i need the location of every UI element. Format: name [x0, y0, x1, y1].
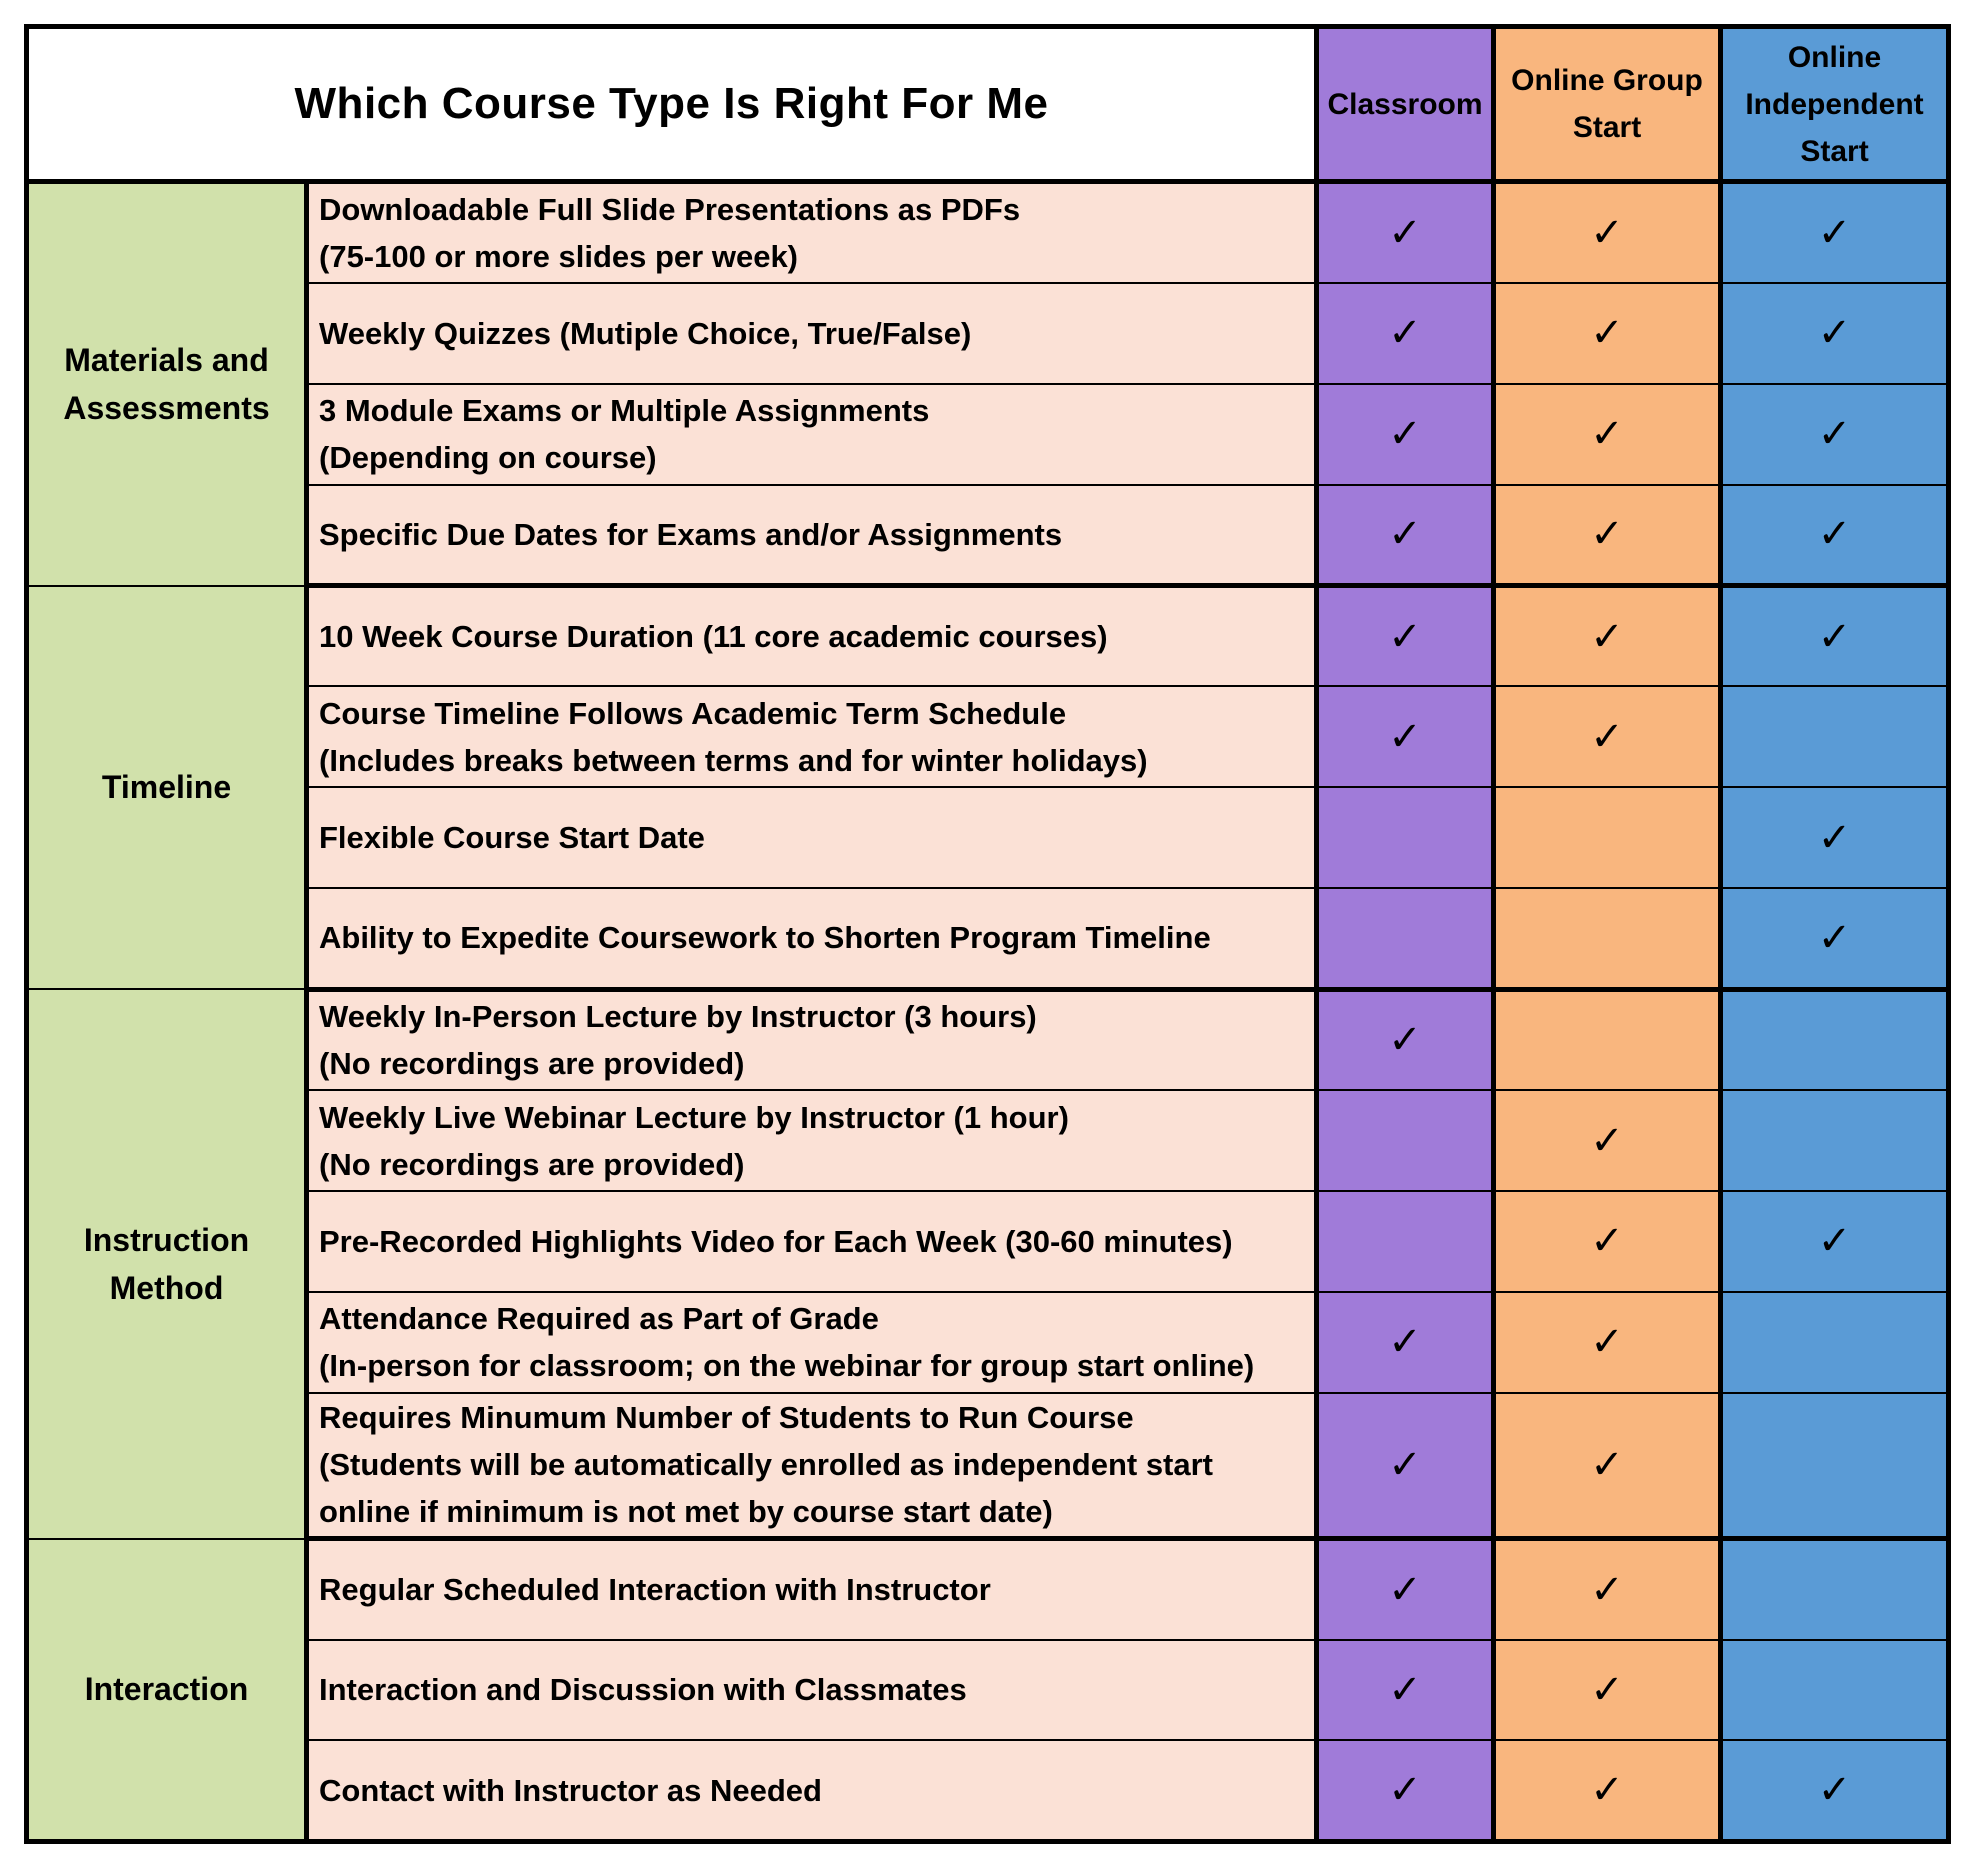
feature-label: Contact with Instructor as Needed [307, 1740, 1317, 1841]
checkmark-icon: ✓ [1590, 1767, 1624, 1814]
cell-online-independent-start [1721, 1740, 1949, 1841]
checkmark-icon: ✓ [1817, 814, 1852, 861]
feature-label: Specific Due Dates for Exams and/or Assignments [307, 485, 1317, 586]
table-row [27, 989, 1949, 1090]
checkmark-icon: ✓ [1590, 613, 1624, 660]
feature-label: Regular Scheduled Interaction with Instructor [307, 1539, 1317, 1640]
cell-classroom [1317, 485, 1494, 586]
cell-online-independent-start [1721, 989, 1949, 1090]
category-label: Timeline [27, 586, 307, 990]
cell-online-group-start [1494, 1539, 1721, 1640]
table-row [27, 686, 1949, 787]
cell-online-group-start [1494, 989, 1721, 1090]
category-label: Materials and Assessments [27, 182, 307, 586]
cell-online-group-start [1494, 1191, 1721, 1292]
cell-online-group-start [1494, 1090, 1721, 1191]
checkmark-icon: ✓ [1388, 1666, 1422, 1713]
checkmark-icon: ✓ [1388, 411, 1422, 458]
cell-online-independent-start [1721, 283, 1949, 384]
cell-classroom [1317, 1539, 1494, 1640]
column-header-classroom: Classroom [1317, 27, 1494, 182]
table-row [27, 1640, 1949, 1741]
header-row [27, 27, 1949, 182]
table-row [27, 1393, 1949, 1539]
cell-online-group-start [1494, 1640, 1721, 1741]
column-header-online-independent-start: Online Independent Start [1721, 27, 1949, 182]
checkmark-icon: ✓ [1817, 511, 1852, 558]
table-row [27, 787, 1949, 888]
checkmark-icon: ✓ [1388, 613, 1422, 660]
cell-online-group-start [1494, 1740, 1721, 1841]
cell-classroom [1317, 384, 1494, 485]
feature-label: 3 Module Exams or Multiple Assignments (Depending on course) [307, 384, 1317, 485]
cell-classroom [1317, 1191, 1494, 1292]
feature-label: Downloadable Full Slide Presentations as PDFs (75-100 or more slides per week) [307, 182, 1317, 283]
cell-classroom [1317, 586, 1494, 687]
cell-classroom [1317, 686, 1494, 787]
cell-online-independent-start [1721, 182, 1949, 283]
cell-online-group-start [1494, 485, 1721, 586]
checkmark-icon: ✓ [1590, 210, 1624, 257]
feature-label: Pre-Recorded Highlights Video for Each Week (30-60 minutes) [307, 1191, 1317, 1292]
checkmark-icon: ✓ [1388, 1767, 1422, 1814]
checkmark-icon: ✓ [1388, 713, 1422, 760]
table-row [27, 1539, 1949, 1640]
feature-label: Course Timeline Follows Academic Term Schedule (Includes breaks between terms and for winter holidays) [307, 686, 1317, 787]
cell-classroom [1317, 182, 1494, 283]
checkmark-icon: ✓ [1817, 210, 1852, 257]
cell-classroom [1317, 1740, 1494, 1841]
checkmark-icon: ✓ [1388, 1441, 1422, 1488]
cell-online-independent-start [1721, 686, 1949, 787]
cell-classroom [1317, 888, 1494, 989]
checkmark-icon: ✓ [1388, 310, 1422, 357]
cell-online-independent-start [1721, 1393, 1949, 1539]
feature-label: 10 Week Course Duration (11 core academic courses) [307, 586, 1317, 687]
cell-online-group-start [1494, 686, 1721, 787]
cell-online-independent-start [1721, 485, 1949, 586]
checkmark-icon: ✓ [1388, 511, 1422, 558]
table-title: Which Course Type Is Right For Me [27, 27, 1317, 182]
checkmark-icon: ✓ [1590, 310, 1624, 357]
checkmark-icon: ✓ [1817, 411, 1852, 458]
cell-online-group-start [1494, 283, 1721, 384]
cell-online-group-start [1494, 787, 1721, 888]
checkmark-icon: ✓ [1817, 914, 1852, 961]
cell-online-group-start [1494, 384, 1721, 485]
checkmark-icon: ✓ [1388, 1017, 1422, 1064]
cell-online-independent-start [1721, 1090, 1949, 1191]
checkmark-icon: ✓ [1590, 1566, 1624, 1613]
cell-online-group-start [1494, 1292, 1721, 1393]
course-comparison-table [24, 24, 1951, 1844]
checkmark-icon: ✓ [1817, 1218, 1852, 1265]
cell-online-independent-start [1721, 787, 1949, 888]
checkmark-icon: ✓ [1590, 1441, 1624, 1488]
cell-online-independent-start [1721, 384, 1949, 485]
feature-label: Interaction and Discussion with Classmates [307, 1640, 1317, 1741]
checkmark-icon: ✓ [1388, 1319, 1422, 1366]
cell-classroom [1317, 787, 1494, 888]
feature-label: Weekly In-Person Lecture by Instructor (3 hours) (No recordings are provided) [307, 989, 1317, 1090]
feature-label: Weekly Quizzes (Mutiple Choice, True/False) [307, 283, 1317, 384]
category-label: Instruction Method [27, 989, 307, 1538]
cell-online-independent-start [1721, 1539, 1949, 1640]
feature-label: Weekly Live Webinar Lecture by Instructor (1 hour) (No recordings are provided) [307, 1090, 1317, 1191]
checkmark-icon: ✓ [1590, 713, 1624, 760]
checkmark-icon: ✓ [1817, 613, 1852, 660]
checkmark-icon: ✓ [1388, 1566, 1422, 1613]
cell-online-group-start [1494, 586, 1721, 687]
table-row [27, 182, 1949, 283]
cell-online-independent-start [1721, 1640, 1949, 1741]
table-row [27, 1191, 1949, 1292]
cell-online-group-start [1494, 1393, 1721, 1539]
checkmark-icon: ✓ [1817, 310, 1852, 357]
cell-online-independent-start [1721, 1292, 1949, 1393]
category-label: Interaction [27, 1539, 307, 1842]
cell-online-independent-start [1721, 1191, 1949, 1292]
table-row [27, 384, 1949, 485]
checkmark-icon: ✓ [1590, 1319, 1624, 1366]
cell-classroom [1317, 1393, 1494, 1539]
cell-online-independent-start [1721, 888, 1949, 989]
cell-online-group-start [1494, 182, 1721, 283]
table-row [27, 1740, 1949, 1841]
table-row [27, 586, 1949, 687]
comparison-sheet [24, 24, 1946, 1844]
cell-classroom [1317, 283, 1494, 384]
table-row [27, 1292, 1949, 1393]
checkmark-icon: ✓ [1590, 1218, 1624, 1265]
cell-classroom [1317, 1292, 1494, 1393]
checkmark-icon: ✓ [1590, 511, 1624, 558]
checkmark-icon: ✓ [1590, 411, 1624, 458]
feature-label: Ability to Expedite Coursework to Shorten Program Timeline [307, 888, 1317, 989]
cell-online-group-start [1494, 888, 1721, 989]
cell-classroom [1317, 1640, 1494, 1741]
feature-label: Attendance Required as Part of Grade (In-person for classroom; on the webinar for group start online) [307, 1292, 1317, 1393]
cell-online-independent-start [1721, 586, 1949, 687]
checkmark-icon: ✓ [1817, 1767, 1852, 1814]
table-row [27, 1090, 1949, 1191]
table-row [27, 485, 1949, 586]
table-row [27, 888, 1949, 989]
cell-classroom [1317, 989, 1494, 1090]
checkmark-icon: ✓ [1590, 1117, 1624, 1164]
table-body [27, 27, 1949, 1842]
feature-label: Flexible Course Start Date [307, 787, 1317, 888]
feature-label: Requires Minumum Number of Students to Run Course (Students will be automatically enrolled as independent start online if minimum is not met by course start date) [307, 1393, 1317, 1539]
table-row [27, 283, 1949, 384]
checkmark-icon: ✓ [1388, 210, 1422, 257]
checkmark-icon: ✓ [1590, 1666, 1624, 1713]
column-header-online-group-start: Online Group Start [1494, 27, 1721, 182]
cell-classroom [1317, 1090, 1494, 1191]
